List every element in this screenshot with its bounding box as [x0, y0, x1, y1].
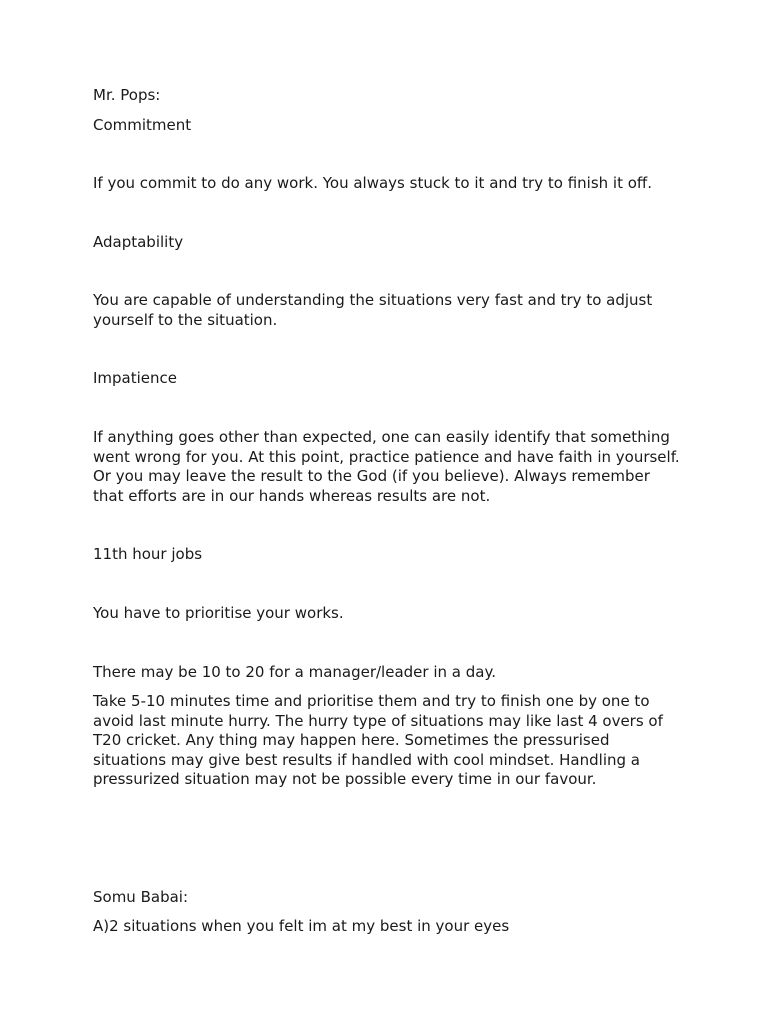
paragraph-take-minutes: Take 5-10 minutes time and prioritise them and try to finish one by one to avoid last minute hurry. The hurry type of situations may like last 4 overs of T20 cricket. Any thing may happen here. Sometimes the pressurised situations may give best results if handled with cool mindset. Handling a pressurized situation may not be possible every time in our favour.	[93, 692, 663, 789]
heading-commitment: Commitment	[93, 116, 192, 134]
heading-mr-pops: Mr. Pops:	[93, 86, 161, 104]
paragraph-adaptability: You are capable of understanding the situations very fast and try to adjust yourself to the situation.	[93, 291, 653, 329]
paragraph-prioritise: You have to prioritise your works.	[93, 604, 344, 622]
paragraph-situations: A)2 situations when you felt im at my best in your eyes	[93, 917, 510, 935]
paragraph-impatience: If anything goes other than expected, one can easily identify that something went wrong for you. At this point, practice patience and have faith in yourself. Or you may leave the result to the God (if you believe). Always remember that efforts are in our hands whereas results are not.	[93, 428, 680, 505]
document-page	[93, 0, 683, 1024]
paragraph-commitment: If you commit to do any work. You always stuck to it and try to finish it off.	[93, 174, 653, 192]
heading-somu-babai: Somu Babai:	[93, 888, 189, 906]
heading-adaptability: Adaptability	[93, 233, 184, 251]
heading-impatience: Impatience	[93, 369, 178, 387]
paragraph-manager-leader: There may be 10 to 20 for a manager/leader in a day.	[93, 663, 496, 681]
heading-11th-hour-jobs: 11th hour jobs	[93, 545, 203, 563]
